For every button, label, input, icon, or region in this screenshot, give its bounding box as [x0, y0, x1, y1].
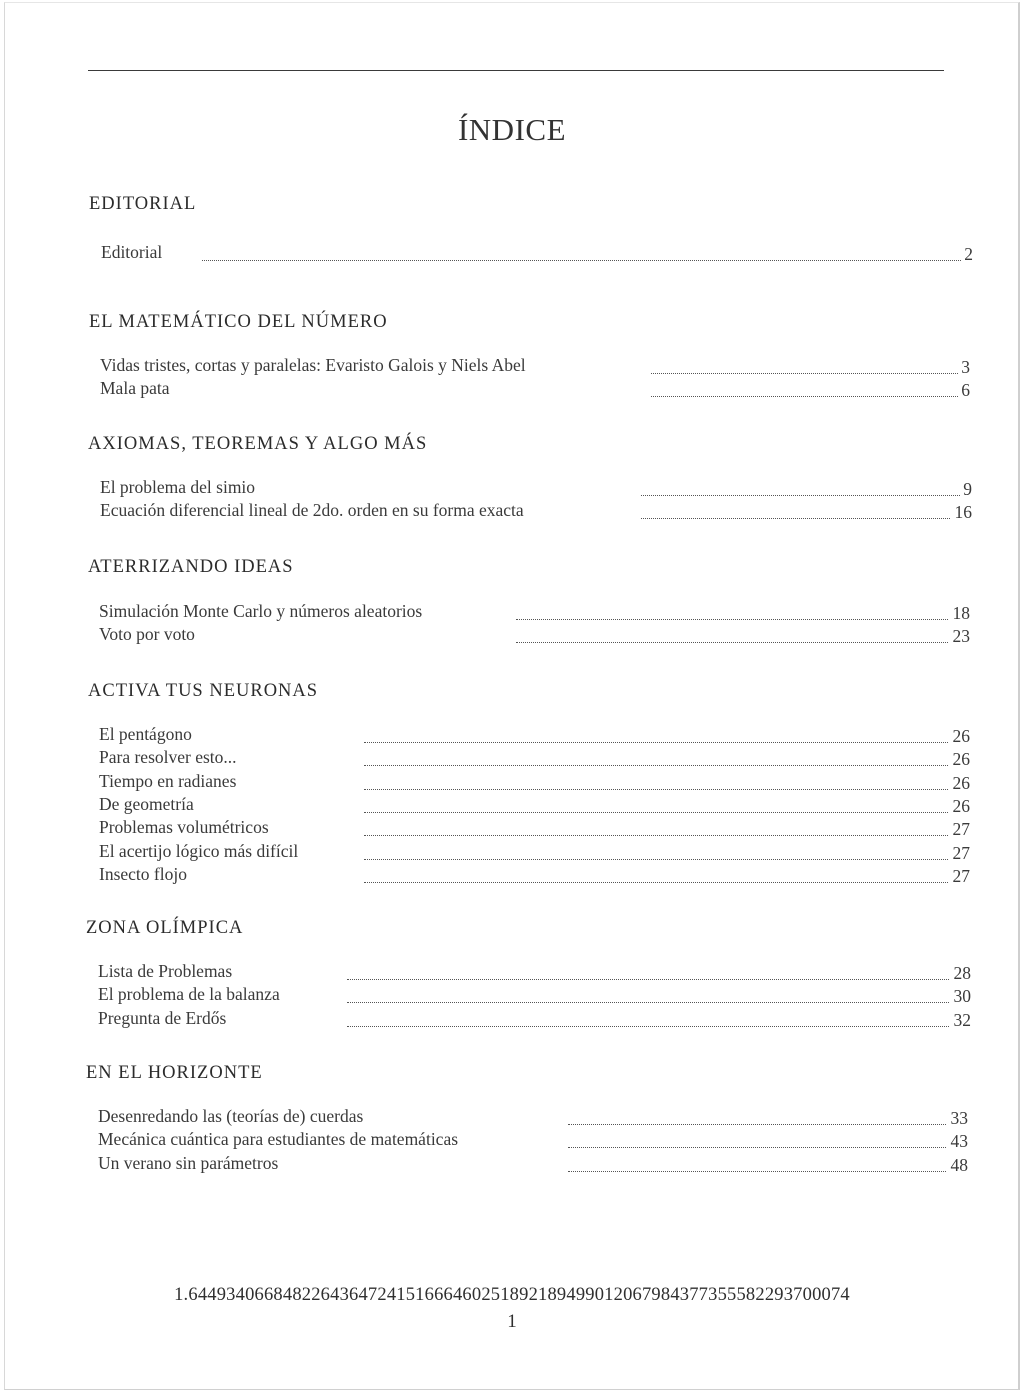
toc-entry-page-number: 32: [953, 1009, 971, 1030]
toc-entry-title: Mecánica cuántica para estudiantes de matemáticas: [98, 1129, 459, 1150]
toc-entry-page-number: 3: [961, 357, 970, 377]
toc-entry-page-number: 26: [952, 772, 970, 793]
toc-entry-page-number: 2: [964, 244, 973, 264]
dot-leader: [641, 500, 950, 519]
dot-leader: [516, 624, 948, 643]
toc-entry: [99, 794, 970, 818]
toc-entry-title: Vidas tristes, cortas y paralelas: Evaristo Galois y Niels Abel: [100, 355, 526, 375]
section-heading: EN EL HORIZONTE: [86, 1063, 263, 1083]
section-heading: AXIOMAS, TEOREMAS Y ALGO MÁS: [88, 434, 428, 454]
dot-leader: [364, 747, 948, 766]
toc-entry-page-number: 48: [950, 1154, 968, 1175]
toc-entry-page-number: 18: [952, 603, 970, 623]
toc-entry-page-number: 9: [963, 479, 972, 499]
toc-entry-title: El problema del simio: [100, 477, 256, 497]
toc-entry-page-number: 27: [952, 842, 970, 863]
toc-entry: [101, 242, 973, 266]
toc-entry-title: Para resolver esto...: [99, 747, 237, 768]
dot-leader: [364, 794, 948, 813]
toc-entry-title: Mala pata: [100, 378, 170, 399]
dot-leader: [568, 1129, 946, 1148]
toc-entry-page-number: 33: [950, 1108, 968, 1128]
toc-entry-page-number: 27: [952, 865, 970, 886]
toc-entry-title: Problemas volumétricos: [99, 817, 269, 838]
toc-entry-title: Un verano sin parámetros: [98, 1152, 279, 1173]
section-heading: ATERRIZANDO IDEAS: [88, 557, 294, 577]
toc-entry: [98, 961, 971, 985]
toc-entry-page-number: 30: [953, 986, 971, 1007]
toc-entry: [99, 864, 970, 888]
dot-leader: [347, 1008, 949, 1027]
toc-entry: [98, 1129, 968, 1153]
toc-entry: [98, 1106, 968, 1130]
toc-entry: [98, 1153, 968, 1177]
toc-entry-title: Insecto flojo: [99, 863, 187, 884]
toc-entry: [100, 500, 972, 524]
dot-leader: [364, 841, 948, 860]
toc-entry-page-number: 23: [952, 626, 970, 647]
toc-entry-title: Tiempo en radianes: [99, 770, 237, 791]
dot-leader: [516, 601, 948, 620]
toc-entry: [99, 624, 970, 648]
toc-entry-page-number: 26: [952, 749, 970, 770]
toc-entry: [98, 1008, 971, 1032]
toc-entry-title: Voto por voto: [99, 624, 195, 645]
toc-entry-title: Desenredando las (teorías de) cuerdas: [98, 1106, 364, 1126]
toc-entry-page-number: 6: [961, 380, 970, 401]
toc-entry: [100, 378, 970, 402]
section-heading: ACTIVA TUS NEURONAS: [88, 681, 319, 701]
dot-leader: [568, 1106, 946, 1125]
toc-entry: [99, 724, 970, 748]
dot-leader: [202, 242, 961, 261]
toc-entry-page-number: 26: [952, 726, 970, 746]
toc-entry: [99, 841, 970, 865]
page-number: 1: [507, 1311, 517, 1332]
dot-leader: [568, 1153, 946, 1172]
toc-entry-title: El pentágono: [99, 724, 192, 744]
section-heading: ZONA OLÍMPICA: [86, 918, 244, 938]
toc-entry: [99, 817, 970, 841]
toc-entry-title: Editorial: [101, 242, 163, 262]
dot-leader: [347, 961, 949, 980]
toc-entry-page-number: 26: [952, 795, 970, 816]
page-title: ÍNDICE: [457, 112, 567, 147]
toc-entry-page-number: 27: [952, 819, 970, 840]
dot-leader: [364, 771, 948, 790]
dot-leader: [364, 724, 948, 743]
toc-entry: [99, 601, 970, 625]
toc-entry: [100, 477, 972, 501]
dot-leader: [347, 984, 949, 1003]
toc-entry: [99, 771, 970, 795]
dot-leader: [651, 378, 958, 397]
toc-entry: [100, 355, 970, 379]
top-rule: [88, 70, 944, 71]
toc-entry-title: De geometría: [99, 793, 194, 814]
toc-entry-title: Lista de Problemas: [98, 961, 233, 981]
section-heading: EL MATEMÁTICO DEL NÚMERO: [89, 312, 388, 332]
toc-entry-page-number: 16: [954, 502, 972, 523]
dot-leader: [364, 864, 948, 883]
toc-entry: [98, 984, 971, 1008]
dot-leader: [651, 355, 958, 374]
footer-constant-digits: 1.6449340668482264364724151666460251892189499012067984377355582293700074: [174, 1285, 850, 1305]
dot-leader: [641, 477, 960, 496]
toc-entry-title: Ecuación diferencial lineal de 2do. orden en su forma exacta: [100, 500, 524, 521]
toc-entry-title: El acertijo lógico más difícil: [99, 840, 299, 861]
section-heading: EDITORIAL: [89, 194, 197, 214]
toc-entry-title: Pregunta de Erdős: [98, 1007, 227, 1028]
toc-entry: [99, 747, 970, 771]
dot-leader: [364, 817, 948, 836]
toc-entry-title: Simulación Monte Carlo y números aleatorios: [99, 601, 423, 621]
toc-entry-title: El problema de la balanza: [98, 984, 280, 1005]
toc-entry-page-number: 43: [950, 1131, 968, 1152]
toc-entry-page-number: 28: [953, 963, 971, 983]
